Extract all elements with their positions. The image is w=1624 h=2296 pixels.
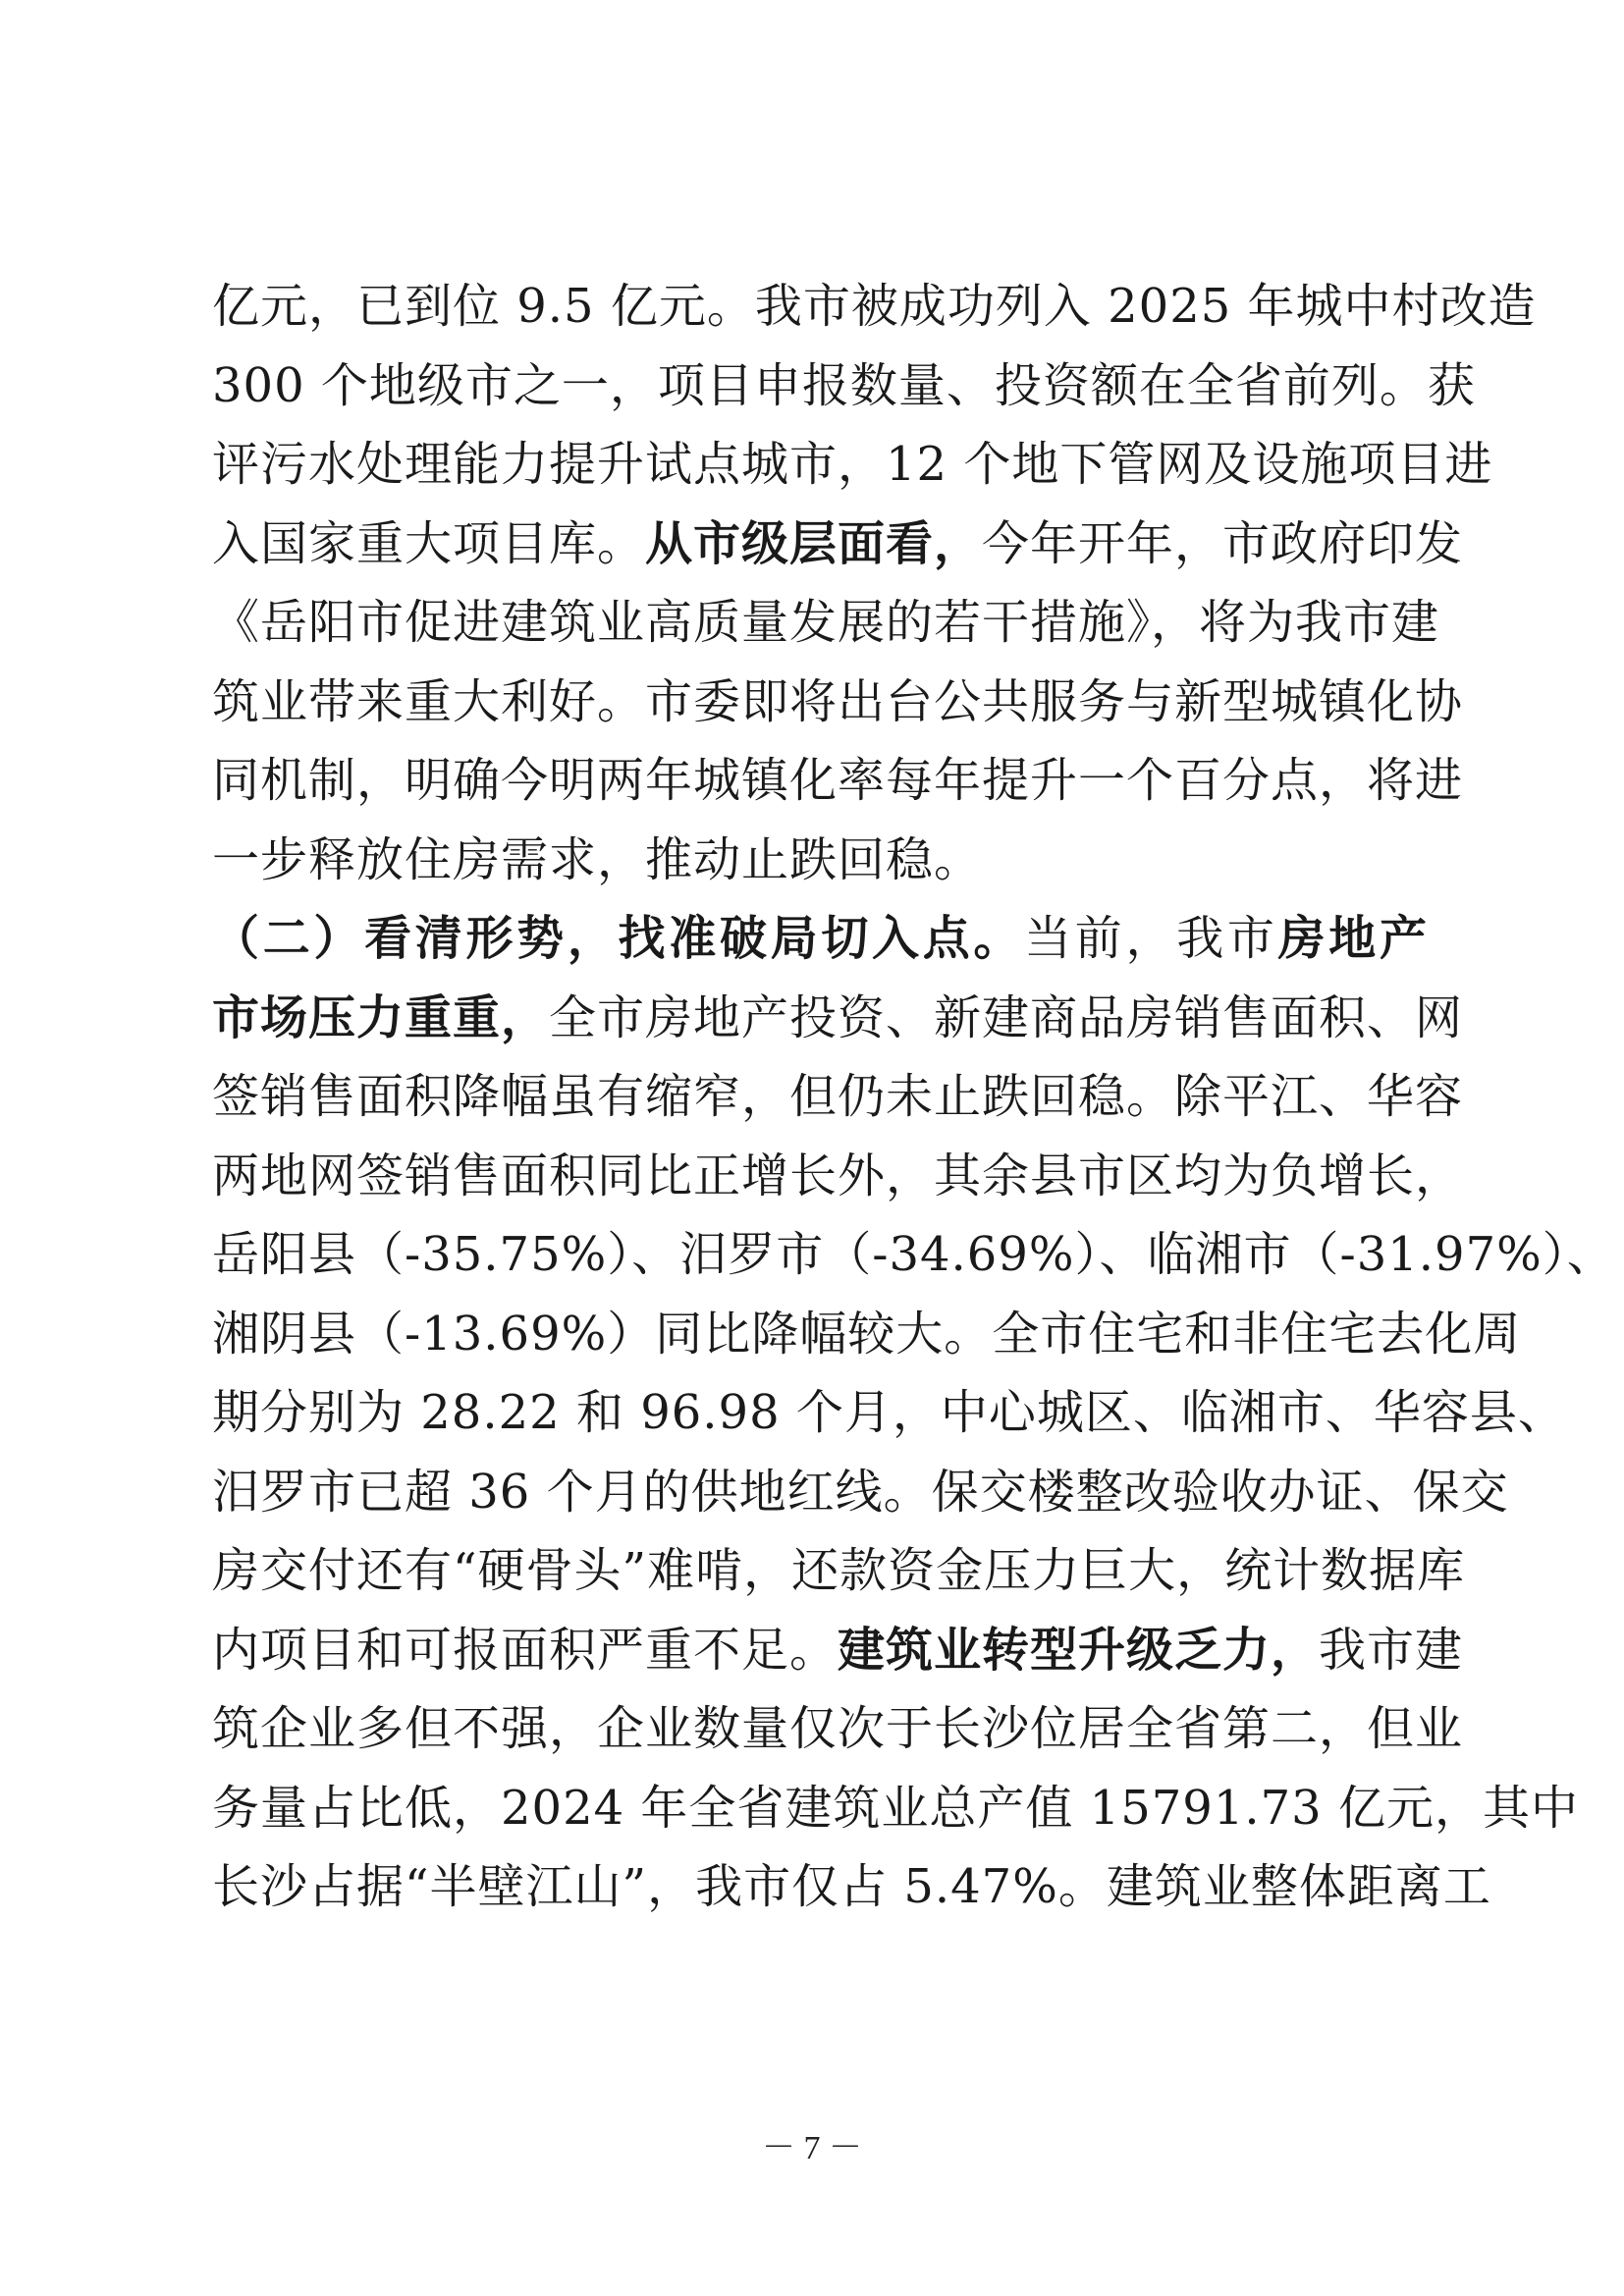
text-line <box>212 899 1428 979</box>
text-line <box>212 821 1428 900</box>
bold-text-segment: 从市级层面看， <box>645 515 983 571</box>
text-line <box>212 425 1493 505</box>
text-segment: 300 个地级市之一，项目申报数量、投资额在全省前列。获 <box>212 357 1476 413</box>
text-line <box>212 663 1464 742</box>
text-line <box>212 1057 1464 1137</box>
text-line <box>212 1531 1466 1611</box>
text-line <box>212 741 1464 821</box>
text-line <box>212 267 1537 347</box>
text-segment: 两地网签销售面积同比正增长外，其余县市区均为负增长， <box>212 1148 1464 1203</box>
page-number: － 7 － <box>762 2130 862 2166</box>
text-line <box>212 1453 1509 1532</box>
text-line <box>212 505 1464 584</box>
text-line <box>212 1373 1566 1453</box>
text-segment: 《岳阳市促进建筑业高质量发展的若干措施》，将为我市建 <box>212 595 1440 650</box>
bold-text-segment: 建筑业转型升级乏力， <box>838 1622 1320 1678</box>
text-segment: 房交付还有“硬骨头”难啃，还款资金压力巨大，统计数据库 <box>212 1543 1466 1598</box>
text-segment: 评污水处理能力提升试点城市，12 个地下管网及设施项目进 <box>212 437 1493 492</box>
text-line <box>212 1215 1615 1295</box>
text-segment: 亿元，已到位 9.5 亿元。我市被成功列入 2025 年城中村改造 <box>212 279 1537 334</box>
text-segment: 期分别为 28.22 和 96.98 个月，中心城区、临湘市、华容县、 <box>212 1385 1566 1440</box>
body-text <box>212 267 1615 1927</box>
text-segment: 签销售面积降幅虽有缩窄，但仍未止跌回稳。除平江、华容 <box>212 1069 1464 1124</box>
bold-text-segment: （二）看清形势，找准破局切入点。 <box>212 911 1025 966</box>
text-segment: 当前，我市 <box>1024 911 1278 966</box>
text-line <box>212 1689 1464 1769</box>
text-segment: 内项目和可报面积严重不足。 <box>212 1622 839 1678</box>
text-segment: 同机制，明确今明两年城镇化率每年提升一个百分点，将进 <box>212 753 1464 808</box>
text-segment: 务量占比低，2024 年全省建筑业总产值 15791.73 亿元，其中 <box>212 1780 1579 1836</box>
text-segment: 我市建 <box>1319 1622 1464 1678</box>
text-segment: 全市房地产投资、新建商品房销售面积、网 <box>549 989 1464 1045</box>
text-segment: 岳阳县（-35.75%）、汨罗市（-34.69%）、临湘市（-31.97%）、 <box>212 1227 1615 1282</box>
text-line <box>212 979 1464 1058</box>
text-line <box>212 347 1476 426</box>
text-segment: 长沙占据“半壁江山”，我市仅占 5.47%。建筑业整体距离工 <box>212 1859 1491 1914</box>
bold-text-segment: 市场压力重重， <box>212 989 550 1045</box>
text-segment: 今年开年，市政府印发 <box>982 515 1464 571</box>
text-line <box>212 1611 1464 1690</box>
text-line <box>212 1847 1491 1927</box>
text-line <box>212 1295 1522 1374</box>
text-line <box>212 1137 1464 1216</box>
text-segment: 筑企业多但不强，企业数量仅次于长沙位居全省第二，但业 <box>212 1701 1464 1756</box>
text-line <box>212 1769 1579 1848</box>
bold-text-segment: 房地产 <box>1277 911 1428 966</box>
text-segment: 筑业带来重大利好。市委即将出台公共服务与新型城镇化协 <box>212 673 1464 729</box>
text-segment: 入国家重大项目库。 <box>212 515 646 571</box>
text-segment: 汨罗市已超 36 个月的供地红线。保交楼整改验收办证、保交 <box>212 1464 1509 1520</box>
text-line <box>212 583 1440 663</box>
text-segment: 湘阴县（-13.69%）同比降幅较大。全市住宅和非住宅去化周 <box>212 1306 1522 1362</box>
text-segment: 一步释放住房需求，推动止跌回稳。 <box>212 831 983 887</box>
